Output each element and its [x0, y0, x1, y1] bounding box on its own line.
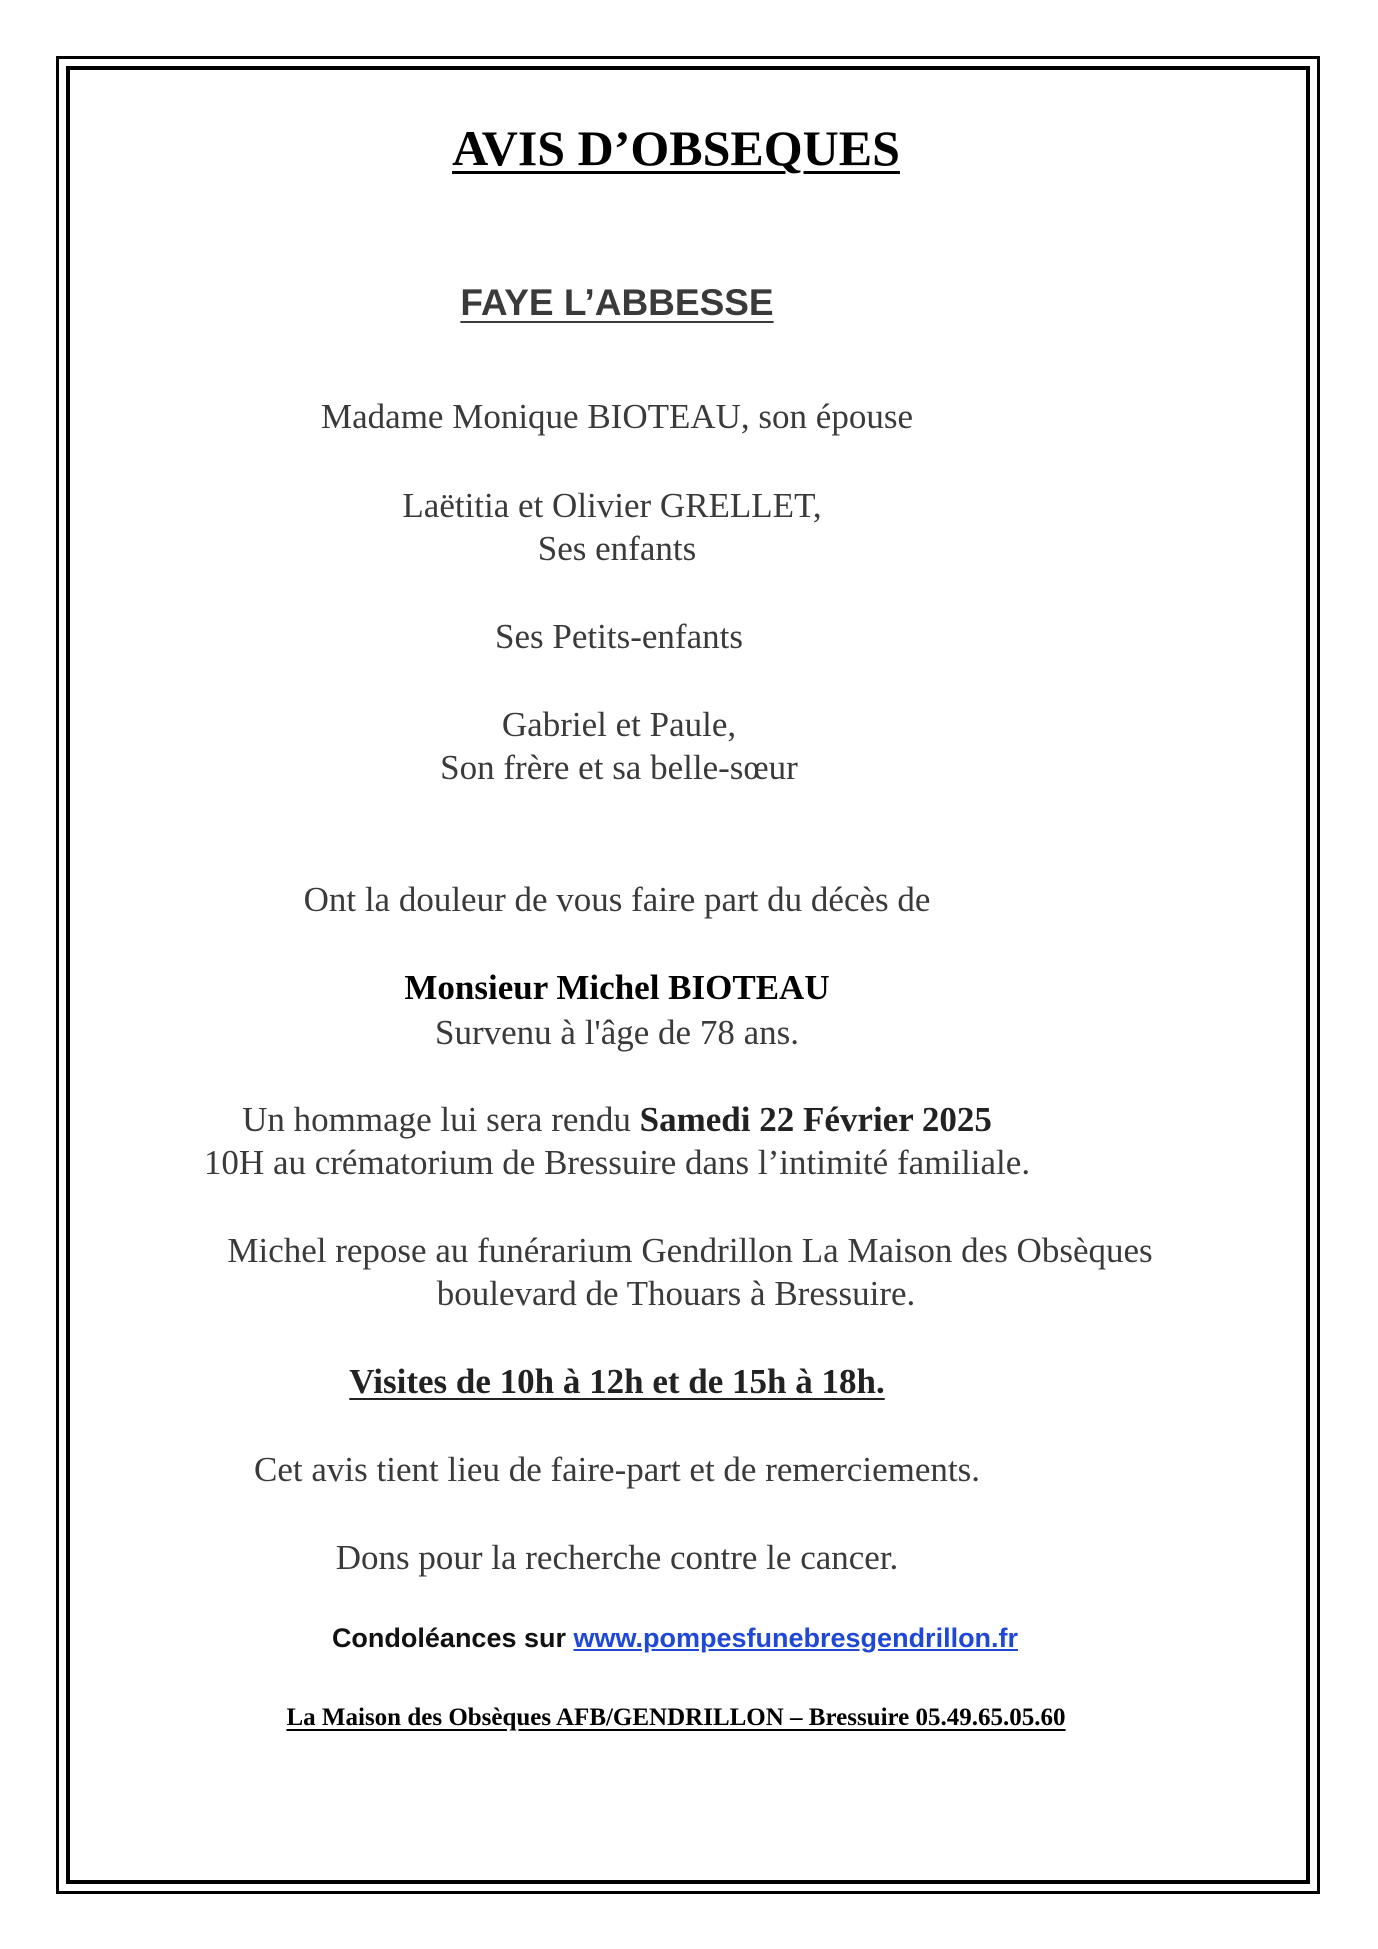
children-role: Ses enfants: [537, 529, 697, 568]
ceremony-details: 10H au crématorium de Bressuire dans l’intimité familiale.: [203, 1143, 1031, 1182]
ceremony-intro: Un hommage lui sera rendu: [242, 1100, 640, 1139]
announcement-line: Ont la douleur de vous faire part du décès de: [303, 880, 931, 919]
condolences-link[interactable]: www.pompesfunebresgendrillon.fr: [573, 1623, 1019, 1653]
donations-line: Dons pour la recherche contre le cancer.: [335, 1538, 899, 1577]
siblings-role: Son frère et sa belle-sœur: [440, 748, 798, 787]
grandchildren-line: Ses Petits-enfants: [495, 617, 743, 656]
town-name: FAYE L’ABBESSE: [460, 282, 774, 323]
rest-place-line1: Michel repose au funérarium Gendrillon La Maison des Obsèques: [227, 1231, 1153, 1270]
condolences-line: [332, 1621, 1018, 1655]
deceased-name: Monsieur Michel BIOTEAU: [404, 968, 830, 1007]
condolences-label: Condoléances sur: [331, 1623, 574, 1653]
ceremony-line: [242, 1100, 992, 1140]
rest-place-line2: boulevard de Thouars à Bressuire.: [436, 1274, 916, 1313]
siblings-names: Gabriel et Paule,: [501, 705, 737, 744]
notice-title: AVIS D’OBSEQUES: [452, 120, 900, 176]
ceremony-date: Samedi 22 Février 2025: [639, 1100, 992, 1139]
funeral-home-footer: La Maison des Obsèques AFB/GENDRILLON – Bressuire 05.49.65.05.60: [286, 1704, 1066, 1731]
visiting-hours: Visites de 10h à 12h et de 15h à 18h.: [349, 1362, 885, 1401]
spouse-line: Madame Monique BIOTEAU, son épouse: [321, 397, 913, 436]
notice-line: Cet avis tient lieu de faire-part et de remerciements.: [254, 1450, 980, 1489]
deceased-age: Survenu à l'âge de 78 ans.: [435, 1013, 799, 1052]
children-names: Laëtitia et Olivier GRELLET,: [402, 486, 822, 525]
